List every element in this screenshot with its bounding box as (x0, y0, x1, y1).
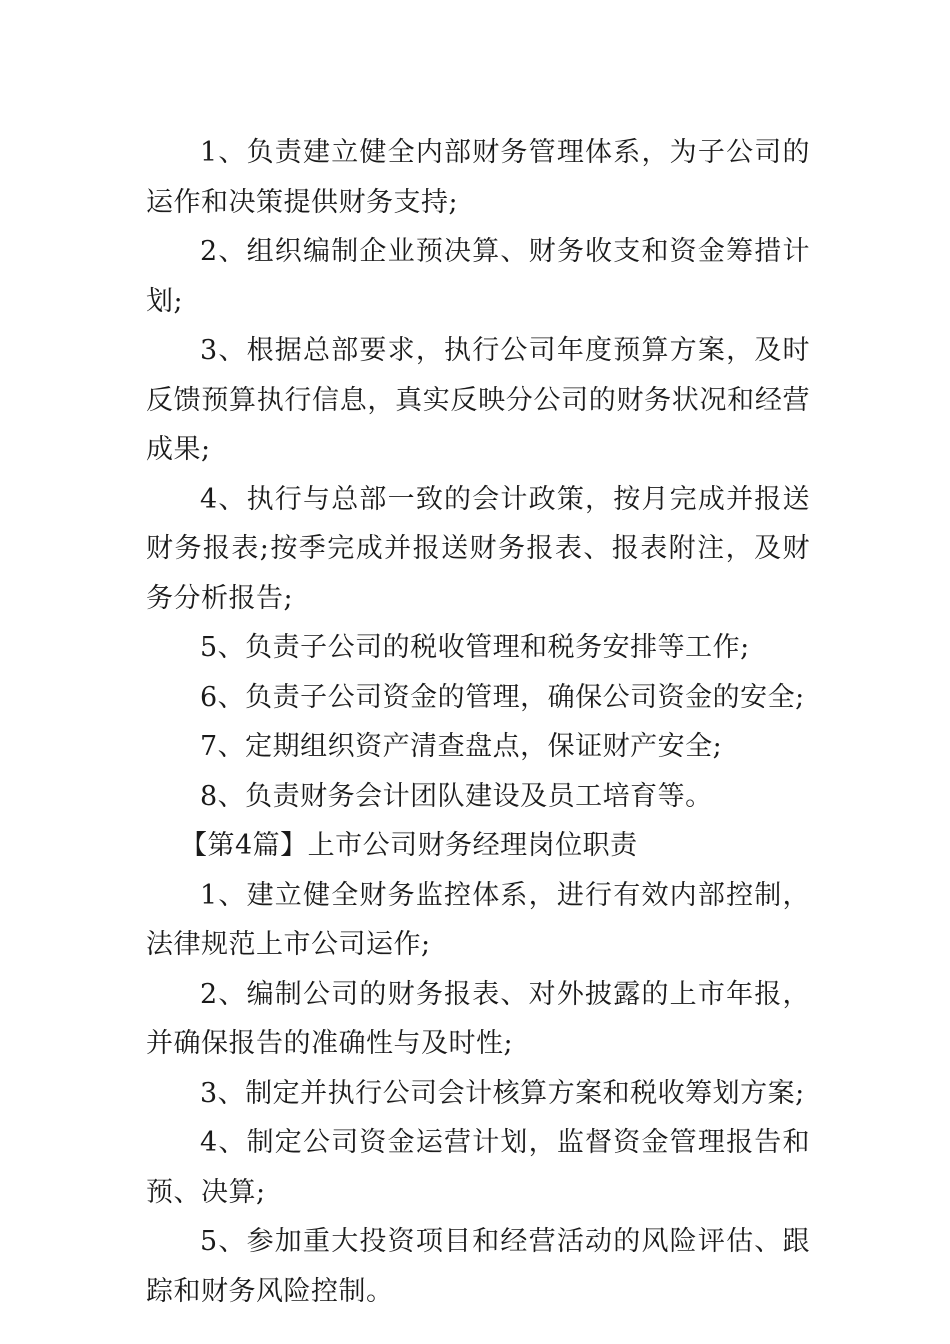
duty-item: 1、建立健全财务监控体系，进行有效内部控制，法律规范上市公司运作; (146, 879, 810, 960)
duty-item: 5、负责子公司的税收管理和税务安排等工作; (200, 632, 750, 663)
document-body (146, 128, 810, 1316)
duty-item: 2、组织编制企业预决算、财务收支和资金筹措计划; (146, 236, 810, 317)
duty-item: 8、负责财务会计团队建设及员工培育等。 (200, 780, 713, 812)
duty-item: 3、根据总部要求，执行公司年度预算方案，及时反馈预算执行信息，真实反映分公司的财务状况和经营成果; (146, 335, 810, 465)
duty-item: 5、参加重大投资项目和经营活动的风险评估、跟踪和财务风险控制。 (146, 1226, 810, 1307)
section-heading: 【第4篇】上市公司财务经理岗位职责 (180, 830, 638, 861)
duty-item: 7、定期组织资产清查盘点，保证财产安全; (200, 731, 723, 762)
duty-item: 3、制定并执行公司会计核算方案和税收筹划方案; (200, 1077, 805, 1109)
duty-item: 2、编制公司的财务报表、对外披露的上市年报，并确保报告的准确性与及时性; (146, 978, 810, 1059)
duty-item: 1、负责建立健全内部财务管理体系，为子公司的运作和决策提供财务支持; (146, 137, 810, 218)
duty-item: 4、执行与总部一致的会计政策，按月完成并报送财务报表;按季完成并报送财务报表、报表附注，及财务分析报告; (146, 483, 810, 614)
duty-item: 4、制定公司资金运营计划，监督资金管理报告和预、决算; (146, 1127, 810, 1208)
duty-item: 6、负责子公司资金的管理，确保公司资金的安全; (200, 681, 805, 713)
